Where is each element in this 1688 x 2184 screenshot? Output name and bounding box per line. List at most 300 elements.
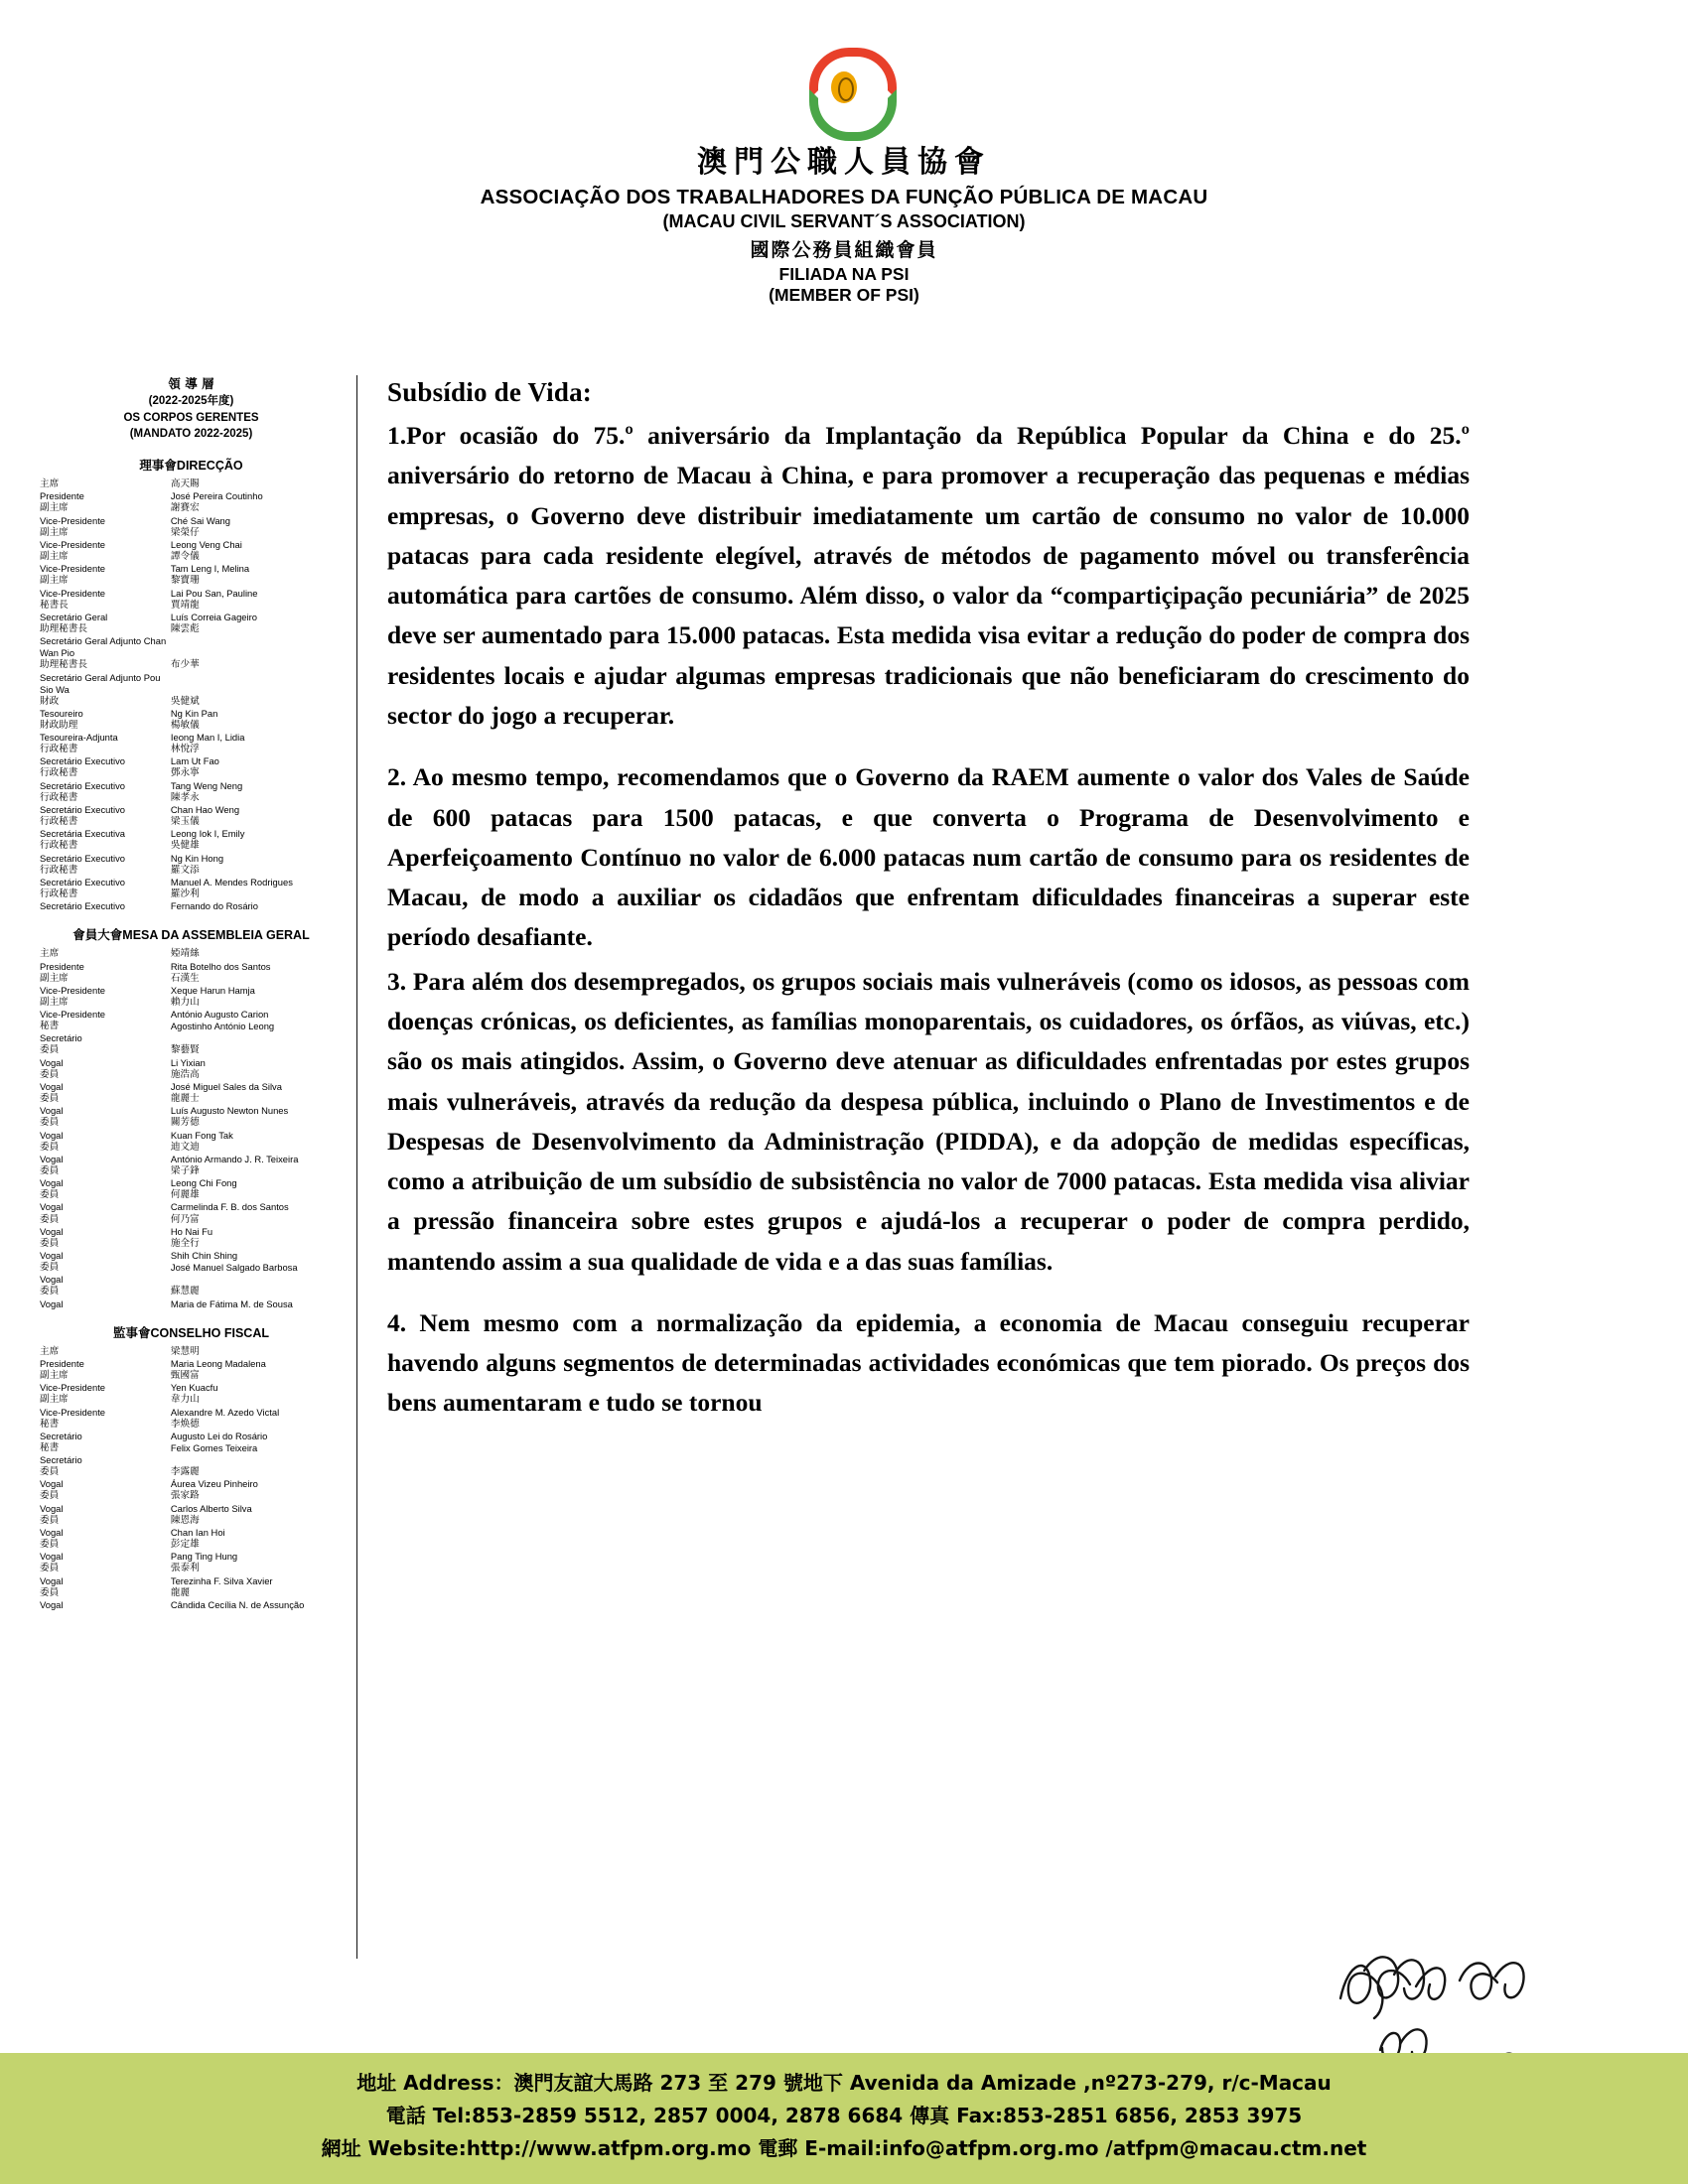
letter-content: [387, 377, 1470, 1445]
person-role: [40, 527, 171, 551]
person-name-pt: Xeque Harun Hamja: [170, 984, 255, 996]
person-role: [40, 1093, 171, 1117]
person-name: [171, 1189, 343, 1213]
person-role: [40, 551, 171, 575]
sidebar-people-table: [40, 1346, 343, 1611]
person-role: [40, 720, 171, 744]
person-name: [171, 1442, 343, 1466]
person-name: [171, 1165, 343, 1189]
sidebar-section-heading-pt: DIRECÇÃO: [176, 459, 243, 474]
table-row: [40, 527, 343, 551]
person-role-cn: 行政秘書: [40, 887, 78, 899]
sidebar-section-heading: [40, 925, 343, 943]
person-role-cn: 委員: [40, 1514, 60, 1526]
person-name-cn: 吳健斌: [170, 695, 200, 707]
person-role-pt: Vogal: [40, 1153, 64, 1164]
person-name-cn: 張泰利: [170, 1563, 200, 1574]
table-row: [40, 1466, 343, 1490]
person-role-cn: 副主席: [40, 1370, 69, 1381]
person-role-pt: Secretário Executivo: [40, 852, 125, 864]
table-row: [40, 1370, 343, 1394]
person-name: [171, 659, 343, 695]
person-name: [171, 623, 343, 659]
person-role-pt: Vogal: [40, 1056, 64, 1068]
footer-address: 地址 Address：澳門友誼大馬路 273 至 279 號地下 Avenida da Amizade ,nº273-279, r/c-Macau: [356, 2071, 1332, 2095]
person-name-cn: 賴力山: [170, 996, 200, 1008]
person-name-cn: 鄧永寧: [170, 767, 200, 779]
person-role: [40, 1165, 171, 1189]
person-role-pt: Secretário Executivo: [40, 876, 125, 887]
person-role: [40, 1044, 171, 1068]
person-role: [40, 1286, 171, 1309]
table-row: [40, 1563, 343, 1586]
person-name-pt: Áurea Vizeu Pinheiro: [170, 1478, 258, 1490]
person-role-cn: 副主席: [40, 996, 69, 1008]
person-name-cn: 譚令儀: [170, 551, 200, 563]
person-name-pt: Li Yixian: [170, 1056, 206, 1068]
person-name: [171, 1021, 343, 1044]
person-name-pt: Tang Weng Neng: [170, 779, 243, 791]
person-name-cn: 石漢生: [170, 972, 200, 984]
table-row: [40, 600, 343, 623]
person-name: [171, 1262, 343, 1286]
table-row: [40, 744, 343, 767]
footer-contact-bar: [0, 2053, 1688, 2184]
person-name: [171, 1069, 343, 1093]
person-name-pt: Shih Chin Shing: [170, 1250, 238, 1262]
person-role: [40, 1262, 171, 1286]
person-role-cn: 副主席: [40, 1394, 69, 1406]
person-name: [171, 767, 343, 791]
psi-affiliation-en: (MEMBER OF PSI): [769, 285, 919, 306]
person-name-cn: 關芳德: [170, 1117, 200, 1129]
person-name-pt: Rita Botelho dos Santos: [170, 960, 271, 972]
person-name-pt: Fernando do Rosário: [170, 900, 258, 912]
sidebar-people-table: [40, 948, 343, 1309]
person-role: [40, 1021, 171, 1044]
person-role-pt: Vice-Presidente: [40, 1009, 106, 1021]
person-name-pt: Luís Correia Gageiro: [170, 611, 257, 622]
person-role-pt: Secretário: [40, 1454, 82, 1466]
person-name-pt: Ng Kin Pan: [170, 707, 218, 719]
person-name-cn: 黎寶珊: [170, 575, 200, 587]
person-name: [171, 1466, 343, 1490]
person-role-cn: 委員: [40, 1117, 60, 1129]
person-role-pt: Secretário: [40, 1032, 82, 1044]
table-row: [40, 1165, 343, 1189]
person-name-cn: 陳恩海: [170, 1514, 200, 1526]
person-name-pt: Alexandre M. Azedo Victal: [170, 1406, 280, 1418]
person-role-pt: Vice-Presidente: [40, 514, 106, 526]
person-role-cn: 秘書長: [40, 599, 69, 611]
person-role: [40, 865, 171, 888]
person-role-pt: Vogal: [40, 1502, 64, 1514]
person-role-cn: 委員: [40, 1164, 60, 1176]
table-row: [40, 659, 343, 695]
person-role-cn: 財政: [40, 695, 60, 707]
person-name-pt: Chan Ian Hoi: [170, 1527, 225, 1539]
table-row: [40, 1069, 343, 1093]
person-role-pt: Vice-Presidente: [40, 984, 106, 996]
sidebar-title-pt: OS CORPOS GERENTES: [123, 411, 259, 424]
person-role-pt: Vogal: [40, 1250, 64, 1262]
person-role-pt: Vice-Presidente: [40, 1406, 106, 1418]
table-row: [40, 1142, 343, 1165]
person-name-pt: Lam Ut Fao: [170, 755, 219, 767]
person-role: [40, 502, 171, 526]
person-role: [40, 1490, 171, 1514]
person-role: [40, 1069, 171, 1093]
person-role-cn: 委員: [40, 1262, 60, 1274]
person-name-cn: 高天賜: [170, 478, 200, 490]
person-role-pt: Vice-Presidente: [40, 587, 106, 599]
person-role-cn: 財政助理: [40, 719, 78, 731]
person-name-cn: 謝賽宏: [170, 502, 200, 514]
table-row: [40, 720, 343, 744]
footer-website: 網址 Website:http://www.atfpm.org.mo 電郵 E-mail:info@atfpm.org.mo /atfpm@macau.ctm.net: [321, 2136, 1367, 2160]
person-name: [171, 840, 343, 864]
document-body: [0, 375, 1688, 2003]
person-name-cn: 布少華: [170, 659, 200, 671]
person-name-pt: António Augusto Carion: [170, 1009, 269, 1021]
footer-phone: 電話 Tel:853-2859 5512, 2857 0004, 2878 6684 傳真 Fax:853-2851 6856, 2853 3975: [385, 2104, 1303, 2127]
person-name-pt: José Miguel Sales da Silva: [170, 1081, 282, 1092]
person-name-pt: Maria de Fátima M. de Sousa: [170, 1297, 293, 1309]
person-role-cn: 行政秘書: [40, 767, 78, 779]
person-name: [171, 997, 343, 1021]
letter-paragraph: 4. Nem mesmo com a normalização da epidemia, a economia de Macau conseguiu recuperar havendo alguns segmentos de determinadas actividades económicas que tem piorado. Os preços dos bens aumentaram e tudo se tornou: [387, 1307, 1470, 1418]
person-name: [171, 1419, 343, 1442]
person-name: [171, 948, 343, 972]
person-role: [40, 888, 171, 912]
person-role: [40, 600, 171, 623]
person-role-cn: 委員: [40, 1490, 60, 1502]
person-role-cn: 副主席: [40, 551, 69, 563]
psi-affiliation-pt: FILIADA NA PSI: [778, 264, 910, 285]
person-name-cn: 林悅浮: [170, 744, 200, 755]
person-role: [40, 767, 171, 791]
sidebar-people-table: [40, 478, 343, 912]
person-role: [40, 1515, 171, 1539]
person-role: [40, 1563, 171, 1586]
table-row: [40, 1346, 343, 1370]
table-row: [40, 1044, 343, 1068]
person-role-cn: 副主席: [40, 502, 69, 514]
person-name-cn: 李露麗: [170, 1466, 200, 1478]
person-role-pt: Vogal: [40, 1201, 64, 1213]
table-row: [40, 575, 343, 599]
person-role-cn: 委員: [40, 1068, 60, 1080]
letter-paragraph: 1.Por ocasião do 75.º aniversário da Implantação da República Popular da China e do 25.º aniversário do retorno de Macau à China, e para promover a recuperação das pequenas e médias empresas, o Governo deve distribuir imediatamente um cartão de consumo no valor de 10.000 patacas para cada residente elegível, através de métodos de pagamento móvel ou transferência automática para cartões de consumo. Além disso, o valor da “compartiçipação pecuniária” de 2025 deve ser aumentado para 15.000 patacas. Esta medida visa evitar a redução do poder de compra dos residentes locais e ajudar algumas empresas tradicionais que não beneficiaram do crescimento do sector do jogo a recuperar.: [387, 421, 1470, 730]
person-role-cn: 委員: [40, 1586, 60, 1598]
person-role-pt: Secretário Geral Adjunto Pou Sio Wa: [40, 671, 161, 695]
person-role: [40, 575, 171, 599]
table-row: [40, 865, 343, 888]
person-name-pt: Pang Ting Hung: [170, 1551, 238, 1563]
person-role-cn: 副主席: [40, 575, 69, 587]
person-name-cn: 施全行: [170, 1237, 200, 1249]
person-name-cn: 李焕德: [170, 1418, 200, 1430]
person-role-pt: Tesoureira-Adjunta: [40, 732, 118, 744]
person-name-pt: António Armando J. R. Teixeira: [170, 1153, 299, 1164]
table-row: [40, 696, 343, 720]
person-role-cn: 秘書: [40, 1021, 60, 1032]
person-name-pt: Felix Gomes Teixeira: [170, 1441, 258, 1453]
person-role-cn: 助理秘書長: [40, 659, 87, 671]
person-role: [40, 478, 171, 502]
table-row: [40, 1214, 343, 1238]
person-name-cn: 龍麗: [170, 1586, 191, 1598]
person-name-cn: 楊敏儀: [170, 719, 200, 731]
person-name-pt: José Manuel Salgado Barbosa: [170, 1262, 298, 1274]
governing-bodies-sidebar: [40, 375, 357, 1959]
person-name: [171, 1394, 343, 1418]
letterhead: [0, 0, 1688, 306]
sidebar-sections: [40, 456, 343, 1611]
person-name-pt: Leong Veng Chai: [170, 539, 242, 550]
sidebar-title-years: (2022-2025年度): [148, 395, 234, 408]
sidebar-section-heading: [40, 1323, 343, 1341]
person-role: [40, 623, 171, 659]
table-row: [40, 502, 343, 526]
person-role-pt: Secretário Geral: [40, 611, 108, 622]
person-role-cn: 秘書: [40, 1441, 60, 1453]
person-role-cn: 副主席: [40, 972, 69, 984]
table-row: [40, 1539, 343, 1563]
sidebar-section-heading-pt: CONSELHO FISCAL: [150, 1325, 269, 1340]
table-row: [40, 767, 343, 791]
page-title: Subsídio de Vida:: [387, 377, 592, 407]
person-role: [40, 840, 171, 864]
person-role-cn: 行政秘書: [40, 816, 78, 828]
person-role-cn: 行政秘書: [40, 791, 78, 803]
person-name-pt: Kuan Fong Tak: [170, 1129, 233, 1141]
person-name-pt: Yen Kuacfu: [170, 1382, 218, 1394]
person-role-pt: Secretário Executivo: [40, 755, 125, 767]
person-name: [171, 1515, 343, 1539]
person-name: [171, 1238, 343, 1262]
person-role: [40, 1419, 171, 1442]
person-name-cn: 蘇慧麗: [170, 1286, 200, 1297]
person-role: [40, 696, 171, 720]
person-role: [40, 997, 171, 1021]
person-role-pt: Vogal: [40, 1105, 64, 1117]
person-name-cn: 梁子鋒: [170, 1164, 200, 1176]
person-name-cn: 張家路: [170, 1490, 200, 1502]
person-role: [40, 1587, 171, 1611]
person-name-cn: 施浩高: [170, 1068, 200, 1080]
table-row: [40, 1262, 343, 1286]
table-row: [40, 1238, 343, 1262]
person-role-cn: 主席: [40, 1345, 60, 1357]
person-role-cn: 委員: [40, 1286, 60, 1297]
person-role-pt: Presidente: [40, 960, 84, 972]
person-role-pt: Secretário Executivo: [40, 804, 125, 816]
person-role: [40, 1238, 171, 1262]
person-role-cn: 委員: [40, 1093, 60, 1105]
person-name: [171, 696, 343, 720]
letter-paragraph: 3. Para além dos desempregados, os grupos sociais mais vulneráveis (como os idosos, as pessoas com doenças crónicas, os deficientes, as famílias monoparentais, os cuidadores, os órfãos, as viúvas, etc.) são os mais atingidos. Assim, o Governo deve atenuar as dificuldades enfrentadas por estes grupos mais vulneráveis, através da redução da despesa pública, incluindo o Plano de Investimentos e de Despesas de Desenvolvimento da Administração (PIDDA), e da adopção de medidas específicas, como a atribuição de um subsídio de subsistência no valor de 7000 patacas. Esta medida visa aliviar a pressão financeira sobre estes grupos e ajudá-los a recuperar o poder de compra perdido, mantendo assim a sua qualidade de vida e a das suas famílias.: [387, 966, 1470, 1276]
person-role: [40, 948, 171, 972]
person-role-cn: 主席: [40, 478, 60, 490]
person-role-pt: Tesoureiro: [40, 707, 83, 719]
person-name: [171, 1563, 343, 1586]
person-name-cn: 吳健雄: [170, 840, 200, 852]
person-role-cn: 行政秘書: [40, 864, 78, 876]
person-name: [171, 1370, 343, 1394]
person-name: [171, 1117, 343, 1141]
person-name-cn: 何麗雄: [170, 1189, 200, 1201]
person-name: [171, 816, 343, 840]
person-role-cn: 委員: [40, 1189, 60, 1201]
person-role-pt: Secretário: [40, 1430, 82, 1441]
table-row: [40, 1587, 343, 1611]
person-role-pt: Vogal: [40, 1297, 64, 1309]
person-name: [171, 792, 343, 816]
person-role: [40, 792, 171, 816]
person-role: [40, 816, 171, 840]
person-name: [171, 865, 343, 888]
person-name-pt: Ng Kin Hong: [170, 852, 224, 864]
person-role-cn: 副主席: [40, 526, 69, 538]
person-name: [171, 1587, 343, 1611]
person-name-pt: Augusto Lei do Rosário: [170, 1430, 268, 1441]
person-role-cn: 行政秘書: [40, 744, 78, 755]
person-name-pt: Tam Leng I, Melina: [170, 563, 250, 575]
person-name-pt: Chan Hao Weng: [170, 804, 240, 816]
letter-paragraphs: [387, 416, 1470, 1424]
person-role-pt: Vogal: [40, 1225, 64, 1237]
sidebar-title-mandate: (MANDATO 2022-2025): [129, 428, 253, 441]
person-role-cn: 秘書: [40, 1418, 60, 1430]
table-row: [40, 973, 343, 997]
person-name-cn: 陳孝永: [170, 791, 200, 803]
person-role-pt: Vogal: [40, 1081, 64, 1092]
person-role: [40, 659, 171, 695]
table-row: [40, 888, 343, 912]
person-role-pt: Vogal: [40, 1598, 64, 1610]
letter-paragraph: 2. Ao mesmo tempo, recomendamos que o Governo da RAEM aumente o valor dos Vales de Saúde de 600 patacas para 1500 patacas, e que converta o Programa de Desenvolvimento e Aperfeiçoamento Contínuo no valor de 6.000 patacas num cartão de consumo para os residentes de Macau, de modo a auxiliar os cidadãos que enfrentam dificuldades financeiras a superar este período desafiante.: [387, 762, 1470, 952]
person-role-pt: Vogal: [40, 1574, 64, 1586]
person-name-pt: Leong Chi Fong: [170, 1177, 237, 1189]
person-name: [171, 1142, 343, 1165]
person-role: [40, 744, 171, 767]
person-role: [40, 1394, 171, 1418]
person-role-cn: 委員: [40, 1141, 60, 1153]
person-role-pt: Presidente: [40, 1357, 84, 1369]
person-name-pt: Carmelinda F. B. dos Santos: [170, 1201, 289, 1213]
table-row: [40, 840, 343, 864]
table-row: [40, 1515, 343, 1539]
person-role: [40, 1370, 171, 1394]
person-name-cn: 賈靖龍: [170, 599, 200, 611]
org-name-english: (MACAU CIVIL SERVANT´S ASSOCIATION): [662, 210, 1026, 231]
person-name-pt: Lai Pou San, Pauline: [170, 587, 258, 599]
person-role-pt: Vogal: [40, 1177, 64, 1189]
person-role-cn: 委員: [40, 1237, 60, 1249]
person-role-pt: Vogal: [40, 1478, 64, 1490]
table-row: [40, 1117, 343, 1141]
person-name: [171, 744, 343, 767]
table-row: [40, 948, 343, 972]
sidebar-section-heading-cn: 監事會: [113, 1324, 151, 1340]
person-name: [171, 1346, 343, 1370]
person-role-pt: Secretário Executivo: [40, 779, 125, 791]
person-name-cn: 彭定雄: [170, 1539, 200, 1551]
person-name: [171, 1539, 343, 1563]
sidebar-title: [40, 375, 343, 443]
person-name: [171, 1490, 343, 1514]
person-role: [40, 1189, 171, 1213]
person-name-pt: Leong Iok I, Emily: [170, 828, 245, 840]
person-name-cn: 陳雲彪: [170, 622, 200, 634]
sidebar-section-heading-pt: MESA DA ASSEMBLEIA GERAL: [122, 928, 310, 943]
table-row: [40, 478, 343, 502]
person-name-pt: Luís Augusto Newton Nunes: [170, 1105, 289, 1117]
person-name-pt: Terezinha F. Silva Xavier: [170, 1574, 273, 1586]
person-name-pt: Manuel A. Mendes Rodrigues: [170, 876, 293, 887]
org-name-chinese: 澳門公職人員協會: [697, 145, 991, 180]
person-name: [171, 575, 343, 599]
person-role-cn: 委員: [40, 1044, 60, 1056]
atfpm-logo-icon: [801, 46, 887, 131]
person-name: [171, 888, 343, 912]
person-name-cn: 何乃富: [170, 1213, 200, 1225]
person-role-pt: Vogal: [40, 1274, 64, 1286]
person-name: [171, 1044, 343, 1068]
person-role: [40, 1142, 171, 1165]
table-row: [40, 1189, 343, 1213]
person-role-pt: Vice-Presidente: [40, 539, 106, 550]
person-name-cn: 婭靖絲: [170, 948, 200, 960]
sidebar-title-cn: 領 導 層: [168, 376, 214, 391]
person-role: [40, 1466, 171, 1490]
person-name-pt: Carlos Alberto Silva: [170, 1502, 252, 1514]
sidebar-section-heading-cn: 會員大會: [72, 927, 123, 943]
person-role-cn: 委員: [40, 1539, 60, 1551]
table-row: [40, 1021, 343, 1044]
person-role-pt: Vogal: [40, 1551, 64, 1563]
table-row: [40, 623, 343, 659]
person-name: [171, 1286, 343, 1309]
person-role-cn: 委員: [40, 1213, 60, 1225]
person-name: [171, 478, 343, 502]
person-role-cn: 主席: [40, 948, 60, 960]
person-name: [171, 1093, 343, 1117]
table-row: [40, 1093, 343, 1117]
person-name: [171, 527, 343, 551]
person-name-cn: 黎藝賢: [170, 1044, 200, 1056]
person-role: [40, 1214, 171, 1238]
person-name-cn: 羅沙利: [170, 887, 200, 899]
person-role: [40, 973, 171, 997]
table-row: [40, 792, 343, 816]
person-name-pt: Ieong Man I, Lidia: [170, 732, 245, 744]
person-role-cn: 委員: [40, 1563, 60, 1574]
person-name: [171, 973, 343, 997]
person-name-cn: 龍麗士: [170, 1093, 200, 1105]
person-name: [171, 502, 343, 526]
person-role-cn: 行政秘書: [40, 840, 78, 852]
person-name-cn: 甄國富: [170, 1370, 200, 1381]
person-role-cn: 委員: [40, 1466, 60, 1478]
person-role: [40, 1346, 171, 1370]
person-role: [40, 1539, 171, 1563]
org-membership-chinese: 國際公務員組織會員: [750, 239, 938, 262]
person-role-pt: Secretária Executiva: [40, 828, 125, 840]
table-row: [40, 551, 343, 575]
person-name-pt: Maria Leong Madalena: [170, 1357, 266, 1369]
